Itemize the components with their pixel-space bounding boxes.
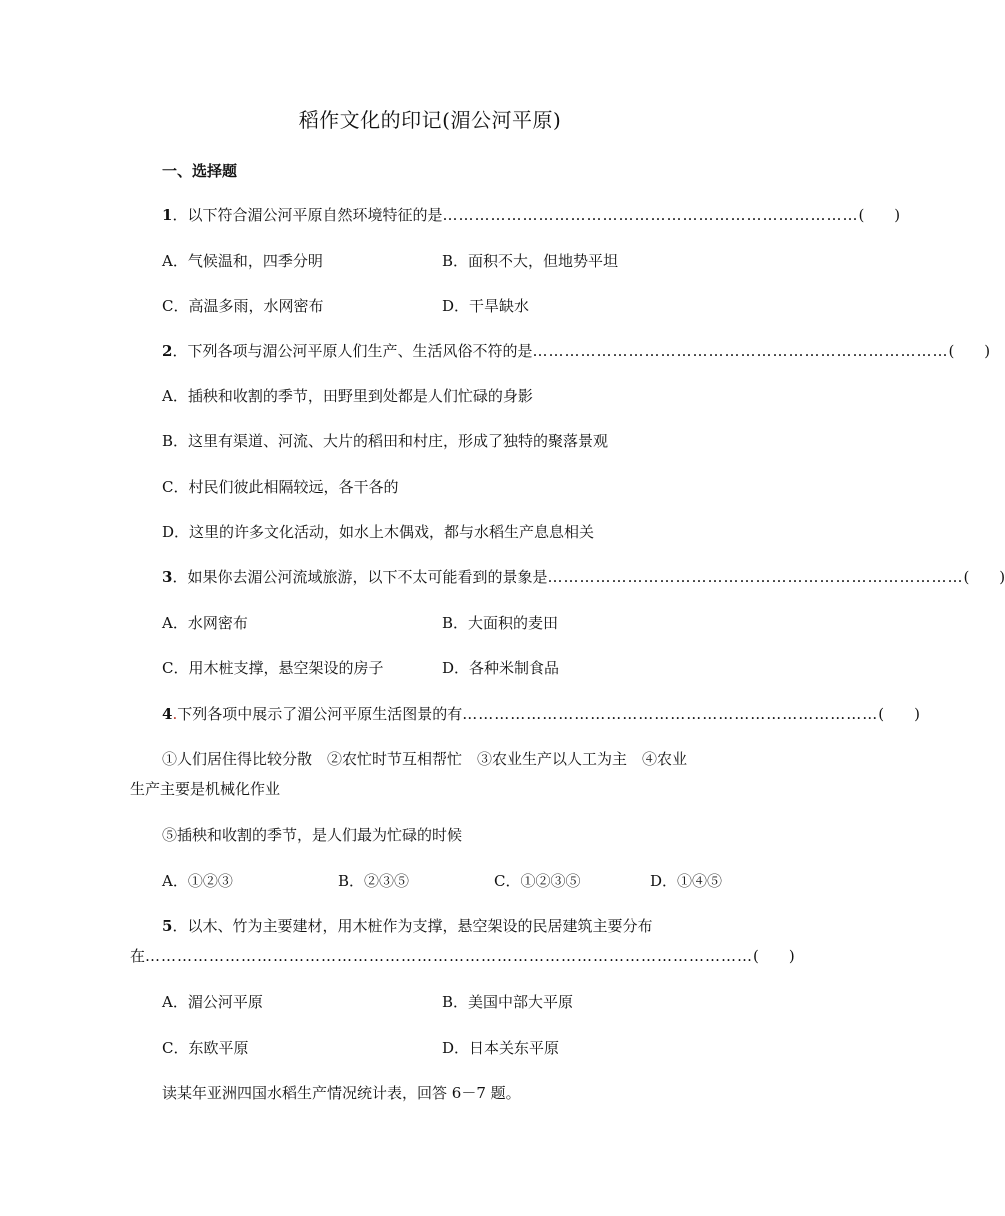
question-5 xyxy=(162,915,652,937)
question-dot: . xyxy=(172,705,178,723)
option-c: C．用木桩支撑，悬空架设的房子 xyxy=(162,659,384,677)
option-c: C．东欧平原 xyxy=(162,1039,249,1057)
question-number: 1 xyxy=(162,206,173,224)
leader-dots: …………………………………………………………………… xyxy=(462,705,879,723)
section-heading: 一、选择题 xyxy=(162,162,238,180)
question-stem: ．如果你去湄公河流域旅游，以下不太可能看到的景象是 xyxy=(172,568,548,586)
leader-dots: …………………………………………………………………… xyxy=(532,342,949,360)
option-d: D．日本关东平原 xyxy=(442,1039,560,1057)
leader-dots: …………………………………………………………………………………………………… xyxy=(145,947,754,965)
question-number: 3 xyxy=(162,568,173,586)
option-b: B．这里有渠道、河流、大片的稻田和村庄，形成了独特的聚落景观 xyxy=(162,432,609,450)
statement-items: ①人们居住得比较分散 ②农忙时节互相帮忙 ③农业生产以人工为主 ④农业 xyxy=(162,750,688,768)
option-d: D．干旱缺水 xyxy=(442,297,530,315)
option-a: A．水网密布 xyxy=(162,614,248,632)
option-b: B．大面积的麦田 xyxy=(442,614,559,632)
option-b: B．②③⑤ xyxy=(338,872,410,890)
answer-blank: ( ) xyxy=(948,342,991,360)
question-stem: 下列各项中展示了湄公河平原生活图景的有 xyxy=(177,705,463,723)
answer-blank: ( ) xyxy=(753,947,795,965)
page-title: 稻作文化的印记(湄公河平原) xyxy=(298,108,562,132)
question-number: 5 xyxy=(162,917,173,935)
answer-blank: ( ) xyxy=(963,568,1005,586)
option-d: D．这里的许多文化活动，如水上木偶戏，都与水稻生产息息相关 xyxy=(162,523,595,541)
question-4 xyxy=(162,703,920,725)
option-c: C．①②③⑤ xyxy=(494,872,581,890)
option-a: A．插秧和收割的季节，田野里到处都是人们忙碌的身影 xyxy=(162,387,533,405)
question-5-cont xyxy=(130,945,795,967)
option-d: D．各种米制食品 xyxy=(442,659,560,677)
question-3 xyxy=(162,566,1005,588)
leader-dots: …………………………………………………………………… xyxy=(547,568,964,586)
statement-item-5: ⑤插秧和收割的季节，是人们最为忙碌的时候 xyxy=(162,826,463,844)
option-a: A．①②③ xyxy=(162,872,233,890)
option-d: D．①④⑤ xyxy=(650,872,723,890)
question-number: 2 xyxy=(162,342,173,360)
option-b: B．美国中部大平原 xyxy=(442,993,574,1011)
question-2 xyxy=(162,340,991,362)
answer-blank: ( ) xyxy=(858,206,901,224)
option-a: A．气候温和，四季分明 xyxy=(162,252,323,270)
question-number: 4 xyxy=(162,705,173,723)
statement-items-cont: 生产主要是机械化作业 xyxy=(130,780,281,798)
option-c: C．高温多雨，水网密布 xyxy=(162,297,324,315)
leader-dots: …………………………………………………………………… xyxy=(442,206,859,224)
option-a: A．湄公河平原 xyxy=(162,993,263,1011)
question-stem: ．以下符合湄公河平原自然环境特征的是 xyxy=(172,206,443,224)
answer-blank: ( ) xyxy=(878,705,920,723)
question-stem: ．下列各项与湄公河平原人们生产、生活风俗不符的是 xyxy=(172,342,533,360)
table-intro: 读某年亚洲四国水稻生产情况统计表，回答 6－7 题。 xyxy=(162,1084,521,1102)
option-c: C．村民们彼此相隔较远，各干各的 xyxy=(162,478,399,496)
question-stem: ．以木、竹为主要建材，用木桩作为支撑，悬空架设的民居建筑主要分布 xyxy=(172,917,653,935)
question-1 xyxy=(162,204,901,226)
question-stem-cont: 在 xyxy=(130,947,146,965)
option-b: B．面积不大，但地势平坦 xyxy=(442,252,619,270)
